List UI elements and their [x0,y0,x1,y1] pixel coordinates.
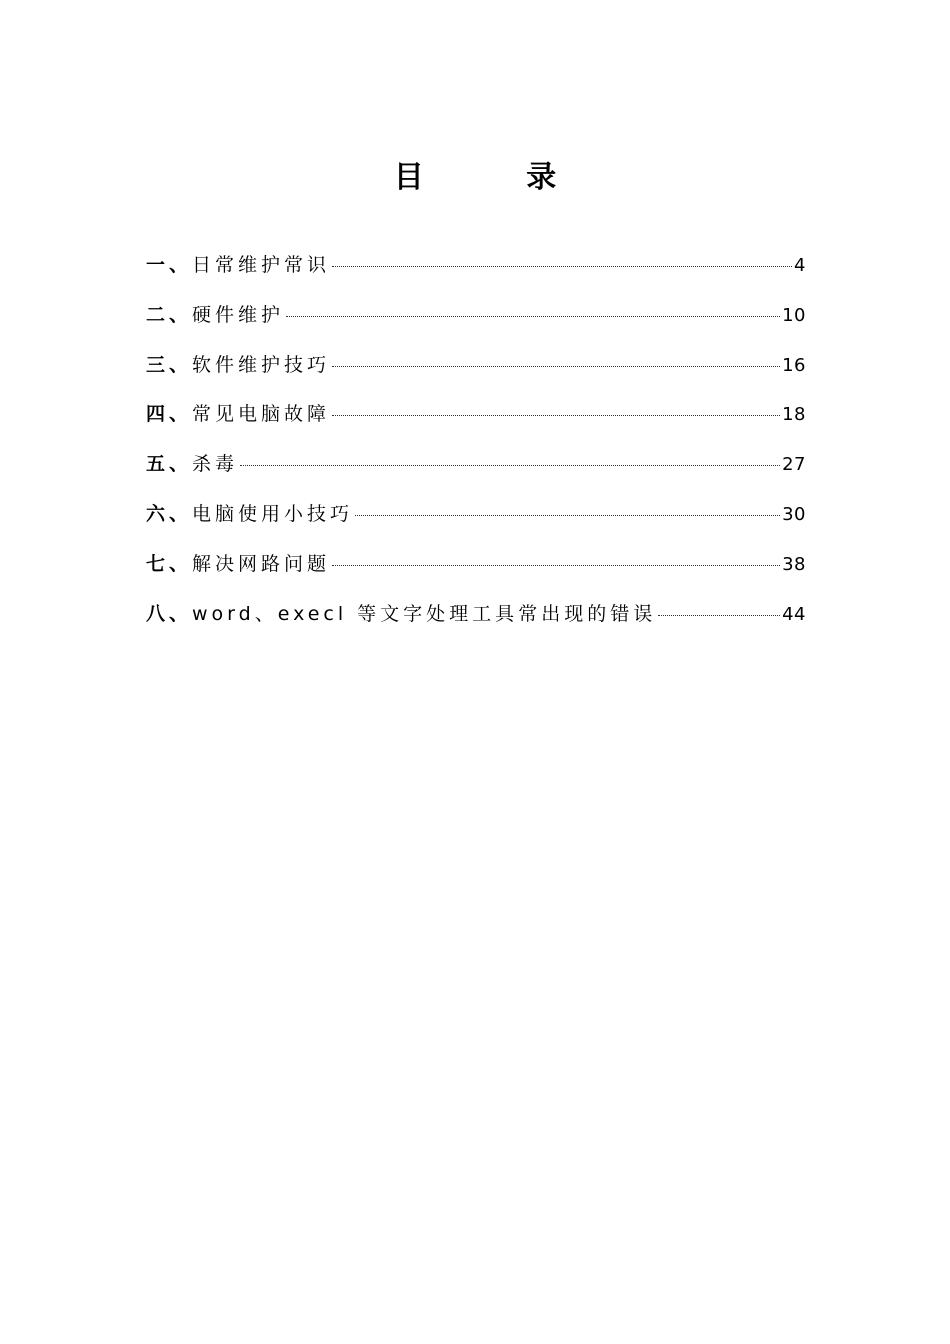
toc-entry-text: word、execl 等文字处理工具常出现的错误 [192,602,657,625]
toc-entry-8[interactable] [146,599,806,649]
toc-dot-leader [286,316,780,317]
toc-dot-leader [332,415,780,416]
toc-entry-label [146,449,238,479]
toc-dot-leader [332,565,780,566]
toc-entry-text: 常见电脑故障 [192,403,331,426]
toc-entry-number: 一、 [146,254,193,276]
toc-entry-text: 软件维护技巧 [192,353,331,376]
toc-dot-leader [332,266,792,267]
toc-entry-label [146,499,353,529]
toc-dot-leader [332,366,780,367]
toc-entry-2[interactable] [146,300,806,350]
toc-entry-page: 30 [782,503,806,525]
toc-entry-page: 10 [782,304,806,326]
toc-entry-number: 三、 [146,353,193,376]
toc-entry-5[interactable] [146,449,806,499]
toc-entry-page: 16 [782,354,806,376]
toc-entry-number: 八、 [146,602,193,625]
toc-entry-page: 38 [782,553,806,575]
toc-list [146,250,806,648]
toc-entry-text: 日常维护常识 [192,254,331,276]
toc-entry-page: 44 [782,603,806,625]
toc-dot-leader [658,615,780,616]
toc-dot-leader [240,465,780,466]
toc-entry-page: 4 [794,255,806,276]
toc-entry-label [146,549,330,579]
toc-entry-text: 杀毒 [192,453,239,476]
toc-entry-7[interactable] [146,549,806,599]
toc-entry-number: 四、 [146,403,193,426]
toc-entry-1[interactable] [146,250,806,300]
toc-entry-page: 27 [782,454,806,476]
toc-entry-number: 六、 [146,502,193,525]
toc-entry-label [146,250,330,280]
toc-entry-text: 电脑使用小技巧 [192,502,354,525]
toc-entry-label [146,300,284,330]
toc-entry-number: 二、 [146,303,193,326]
toc-entry-label [146,399,330,429]
toc-entry-text: 硬件维护 [192,303,285,326]
toc-entry-6[interactable] [146,499,806,549]
toc-entry-3[interactable] [146,350,806,400]
page-title: 目 录 [393,160,603,195]
toc-entry-number: 七、 [146,552,193,575]
toc-entry-label [146,599,656,629]
toc-entry-label [146,350,330,380]
toc-entry-4[interactable] [146,399,806,449]
toc-entry-text: 解决网路问题 [192,552,331,575]
toc-entry-page: 18 [782,404,806,426]
toc-dot-leader [355,515,780,516]
toc-entry-number: 五、 [146,453,193,476]
